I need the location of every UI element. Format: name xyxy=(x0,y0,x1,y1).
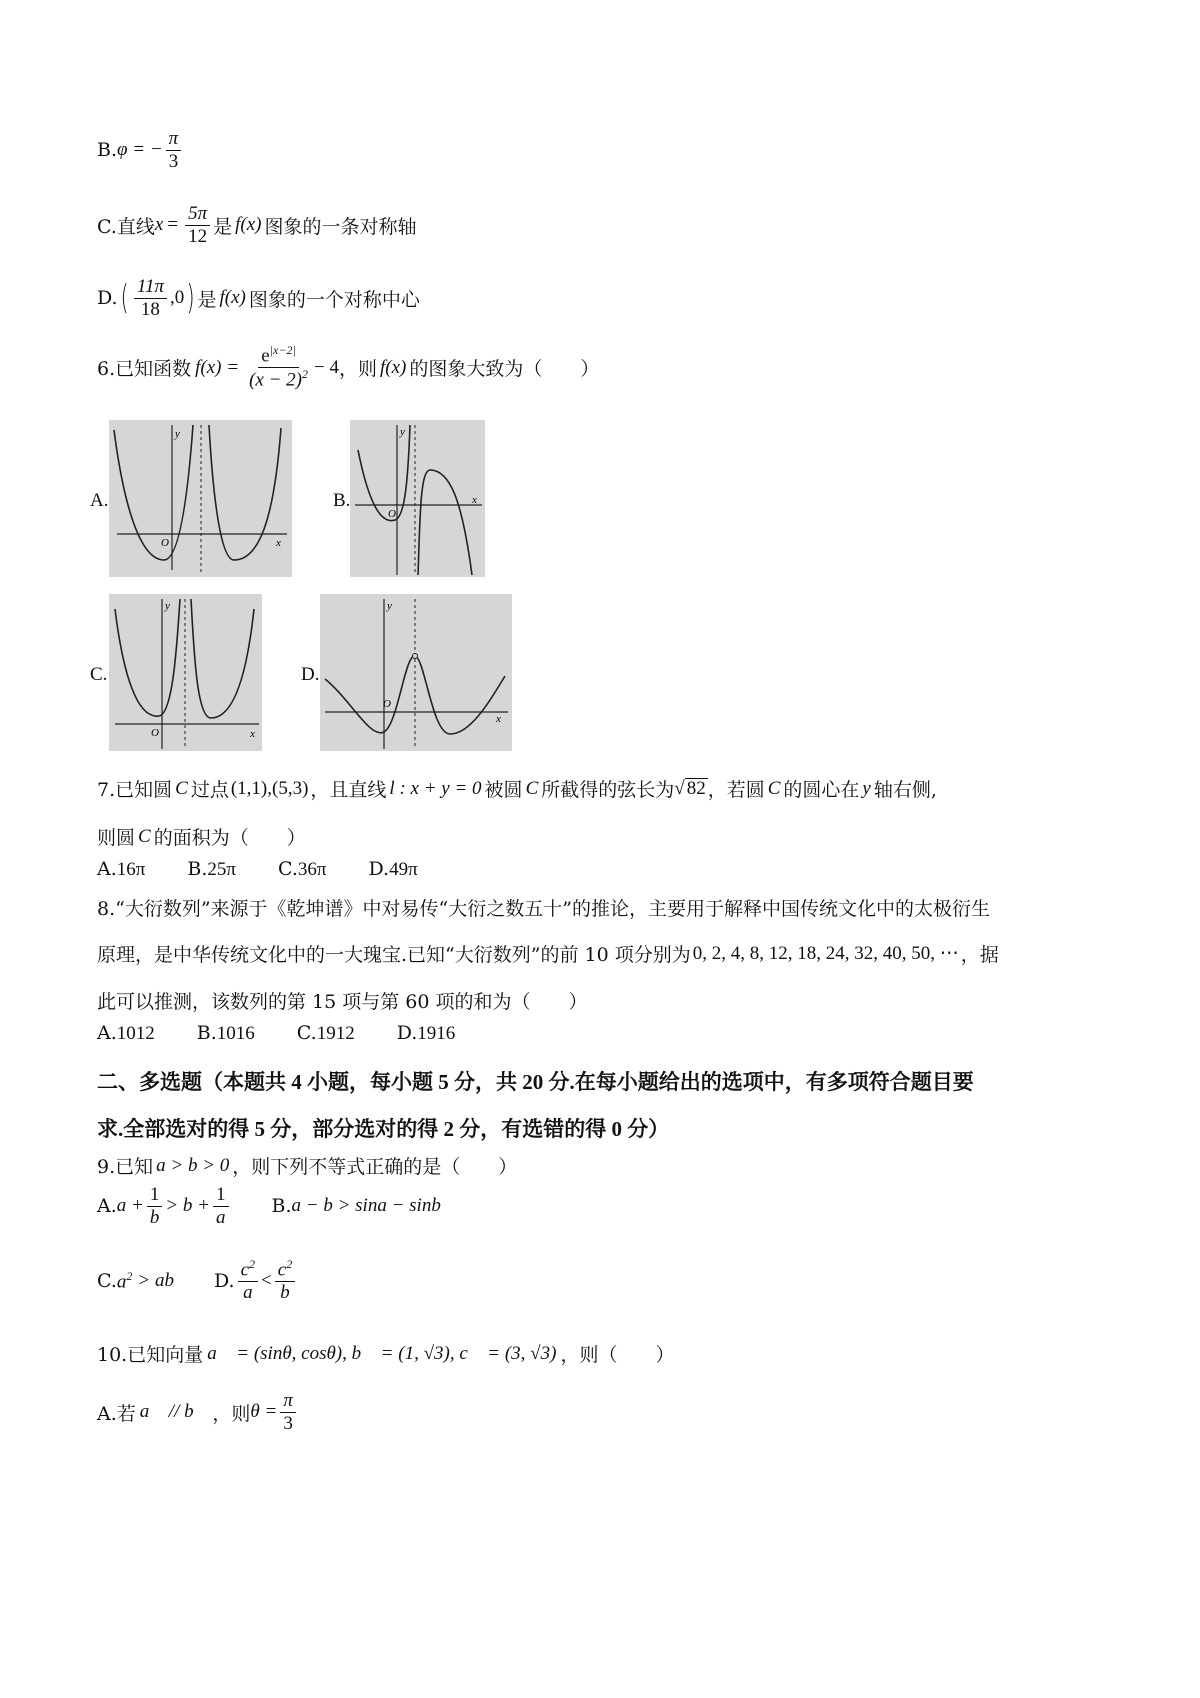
option xyxy=(97,1022,155,1045)
math-expr: > b + xyxy=(165,1195,210,1217)
x-label: x xyxy=(276,537,281,549)
math-expr: − 4 xyxy=(314,356,339,378)
base: c xyxy=(277,1259,287,1281)
numerator: 11π xyxy=(134,276,167,299)
math-expr: a − b > sina − sinb xyxy=(291,1195,441,1217)
question-text: 10.已知向量 xyxy=(97,1344,204,1366)
denominator: b xyxy=(280,1282,290,1304)
fraction xyxy=(246,344,311,391)
option-value: 49π xyxy=(389,859,418,880)
math-expr: l : x + y = 0 xyxy=(389,777,482,799)
sequence: 0, 2, 4, 8, 12, 18, 24, 32, 40, 50, ⋯ xyxy=(692,943,959,964)
option-label: A. xyxy=(97,1195,117,1218)
math-fx: f(x) xyxy=(219,287,246,309)
x-label: x xyxy=(250,728,255,740)
question-6 xyxy=(97,344,599,391)
math-expr: a + xyxy=(116,1195,144,1217)
math-expr: > ab xyxy=(137,1270,174,1291)
question-text: ，则（ ） xyxy=(560,1344,675,1366)
text: 图象的一个对称中心 xyxy=(248,288,420,311)
numerator: 1 xyxy=(213,1184,229,1207)
graph-c xyxy=(109,594,262,751)
math-expr: a⃗ = (sinθ, cosθ), b⃗ = (1, √3), c⃗ = (3, √3) xyxy=(207,1342,557,1364)
q6-option-a-label: A. xyxy=(90,490,109,511)
section-2-header-line1: 二、多选题（本题共 4 小题，每小题 5 分，共 20 分.在每小题给出的选项中，有多项符合题目要 xyxy=(97,1070,974,1094)
math-expr: ,0 xyxy=(169,287,185,309)
fraction xyxy=(213,1184,229,1229)
paren-right: ) xyxy=(186,278,195,319)
option xyxy=(278,858,327,881)
option xyxy=(187,858,236,881)
question-text: 的圆心在 xyxy=(783,779,860,801)
option-label: B. xyxy=(196,1022,217,1044)
paren-left: ( xyxy=(120,278,129,319)
y-label: y xyxy=(165,600,170,612)
question-text: ，则下列不等式正确的是（ ） xyxy=(232,1156,518,1178)
numerator: 5π xyxy=(185,203,210,226)
math-expr: a⃗ // b⃗ xyxy=(139,1401,209,1423)
exponent: 2 xyxy=(249,1257,256,1271)
question-7-line1 xyxy=(97,775,937,802)
math-var: C xyxy=(767,777,781,799)
radicand: 82 xyxy=(686,777,706,799)
text: ，则 xyxy=(212,1402,251,1425)
sqrt-expr xyxy=(674,778,707,800)
question-text: ，且直线 xyxy=(310,779,387,801)
math-var: C xyxy=(525,777,539,799)
math-expr xyxy=(117,1269,133,1293)
option-value: 1012 xyxy=(116,1023,155,1044)
question-text: 的图象大致为（ ） xyxy=(409,358,600,381)
graph-a-plot xyxy=(109,420,292,577)
question-text: 9.已知 xyxy=(97,1156,154,1178)
fraction xyxy=(134,276,167,321)
curve-right xyxy=(209,425,281,560)
graph-b xyxy=(350,420,485,577)
option-label: C. xyxy=(296,1022,317,1044)
y-label: y xyxy=(387,600,392,612)
fraction xyxy=(238,1258,258,1304)
option-label: B. xyxy=(97,139,118,162)
base: (x − 2) xyxy=(249,369,302,391)
graph-b-plot xyxy=(350,420,485,577)
exponent: 2 xyxy=(286,1257,293,1271)
numerator: 1 xyxy=(147,1184,163,1207)
numerator: π xyxy=(280,1390,296,1413)
denominator: 3 xyxy=(168,150,179,172)
math-expr: φ = − xyxy=(117,139,163,161)
option-value: 1916 xyxy=(417,1023,456,1044)
question-text: 的面积为（ ） xyxy=(153,827,306,849)
option-value: 36π xyxy=(297,859,327,880)
option-value: 1912 xyxy=(316,1023,355,1044)
text: 图象的一条对称轴 xyxy=(264,215,417,238)
q6-option-c-label: C. xyxy=(90,664,108,685)
graph-d xyxy=(320,594,512,751)
origin-label: O xyxy=(388,508,396,520)
question-text: 被圆 xyxy=(484,779,523,801)
question-10 xyxy=(97,1340,674,1367)
curve-left xyxy=(115,599,180,716)
option-value: 1016 xyxy=(216,1023,255,1044)
math-expr: (1,1),(5,3) xyxy=(230,777,309,799)
question-text: 7.已知圆 xyxy=(97,779,173,801)
question-text: ，据 xyxy=(960,944,999,966)
q9-options-ab xyxy=(97,1184,441,1229)
math-var: C xyxy=(138,825,151,847)
option-label: B. xyxy=(271,1195,292,1218)
numerator xyxy=(275,1258,295,1282)
option-value: 16π xyxy=(116,859,146,880)
q6-option-b-label: B. xyxy=(333,490,351,511)
denominator: a xyxy=(243,1282,253,1304)
curve-right xyxy=(191,599,254,718)
question-7-line2 xyxy=(97,823,306,850)
open-point xyxy=(413,654,418,659)
base: e xyxy=(261,345,270,367)
denominator: b xyxy=(149,1206,160,1228)
question-7-options xyxy=(97,858,460,881)
option xyxy=(397,1022,456,1045)
fraction xyxy=(280,1390,296,1435)
question-8-line1: 8.“大衍数列”来源于《乾坤谱》中对易传“大衍之数五十”的推论，主要用于解释中国传统文化中的太极衍生 xyxy=(97,898,990,920)
q5-option-b xyxy=(97,128,184,173)
option xyxy=(297,1022,355,1045)
question-text: 过点 xyxy=(190,779,229,801)
option-label: A. xyxy=(97,858,117,880)
numerator xyxy=(238,1258,258,1282)
graph-c-plot xyxy=(109,594,262,751)
numerator xyxy=(258,344,298,368)
math-op: < xyxy=(261,1270,272,1291)
option-label: C.直线 xyxy=(97,215,155,238)
question-8-options xyxy=(97,1022,497,1045)
y-label: y xyxy=(400,426,405,438)
question-8-line2 xyxy=(97,940,999,967)
base: c xyxy=(240,1259,250,1281)
question-text: 6.已知函数 xyxy=(97,358,192,381)
x-label: x xyxy=(472,494,477,506)
option xyxy=(368,858,417,881)
origin-label: O xyxy=(383,698,391,710)
base: a xyxy=(116,1271,127,1293)
question-text: 所截得的弦长为 xyxy=(541,779,675,801)
denominator: a xyxy=(216,1206,226,1228)
fraction xyxy=(275,1258,295,1304)
fraction xyxy=(166,128,182,173)
sqrt-sign: √ xyxy=(674,777,685,799)
curve-left xyxy=(358,425,410,521)
option-label: D. xyxy=(368,858,390,880)
q10-option-a xyxy=(97,1390,299,1435)
exponent: 2 xyxy=(126,1268,133,1283)
text: 是 xyxy=(197,288,217,311)
q5-option-c xyxy=(97,203,417,248)
q6-option-d-label: D. xyxy=(301,664,320,685)
option-label: A. xyxy=(97,1022,117,1044)
text: 是 xyxy=(213,215,233,238)
question-9 xyxy=(97,1152,517,1179)
question-text: ，若圆 xyxy=(707,779,765,801)
graph-a xyxy=(109,420,292,577)
q9-options-cd xyxy=(97,1258,298,1304)
question-text: 则圆 xyxy=(97,827,136,849)
y-label: y xyxy=(175,428,180,440)
section-2-header-line2: 求.全部选对的得 5 分，部分选对的得 2 分，有选错的得 0 分） xyxy=(97,1117,670,1141)
text: ，则 xyxy=(338,358,377,381)
math-fx: f(x) xyxy=(235,214,262,236)
question-text: 原理，是中华传统文化中的一大瑰宝.已知“大衍数列”的前 10 项分别为 xyxy=(97,944,691,966)
option-label: B. xyxy=(187,858,208,880)
denominator: 18 xyxy=(140,298,160,320)
curve-left xyxy=(114,425,193,560)
graph-d-plot xyxy=(320,594,512,751)
denominator: 3 xyxy=(283,1412,293,1434)
q5-option-d xyxy=(97,276,420,321)
math-var: C xyxy=(175,777,188,799)
option-value: 25π xyxy=(207,859,236,880)
question-8-line3: 此可以推测，该数列的第 15 项与第 60 项的和为（ ） xyxy=(97,991,588,1013)
math-fx: f(x) = xyxy=(195,356,240,378)
option-label: D. xyxy=(97,287,118,310)
math-fx: f(x) xyxy=(379,356,407,378)
origin-label: O xyxy=(161,537,169,549)
curve-right xyxy=(418,470,472,575)
fraction xyxy=(185,203,210,248)
option-label: C. xyxy=(97,1270,117,1292)
exponent: |x−2| xyxy=(269,343,296,357)
option-label: A.若 xyxy=(97,1402,136,1425)
math-expr: a > b > 0 xyxy=(156,1154,230,1176)
math-var: y xyxy=(862,777,871,799)
question-text: 轴右侧, xyxy=(873,779,937,801)
option xyxy=(197,1022,255,1045)
denominator xyxy=(246,368,311,391)
denominator: 12 xyxy=(188,225,208,247)
x-label: x xyxy=(496,713,501,725)
numerator: π xyxy=(166,128,182,151)
math-expr: θ = xyxy=(250,1401,278,1423)
exponent: 2 xyxy=(302,367,308,382)
fraction xyxy=(147,1184,163,1229)
origin-label: O xyxy=(151,727,159,739)
option-label: C. xyxy=(277,858,298,880)
math-var: x xyxy=(154,214,164,236)
option-label: D. xyxy=(213,1270,235,1292)
math-op: = xyxy=(167,214,179,236)
option xyxy=(97,858,145,881)
option-label: D. xyxy=(396,1022,418,1044)
